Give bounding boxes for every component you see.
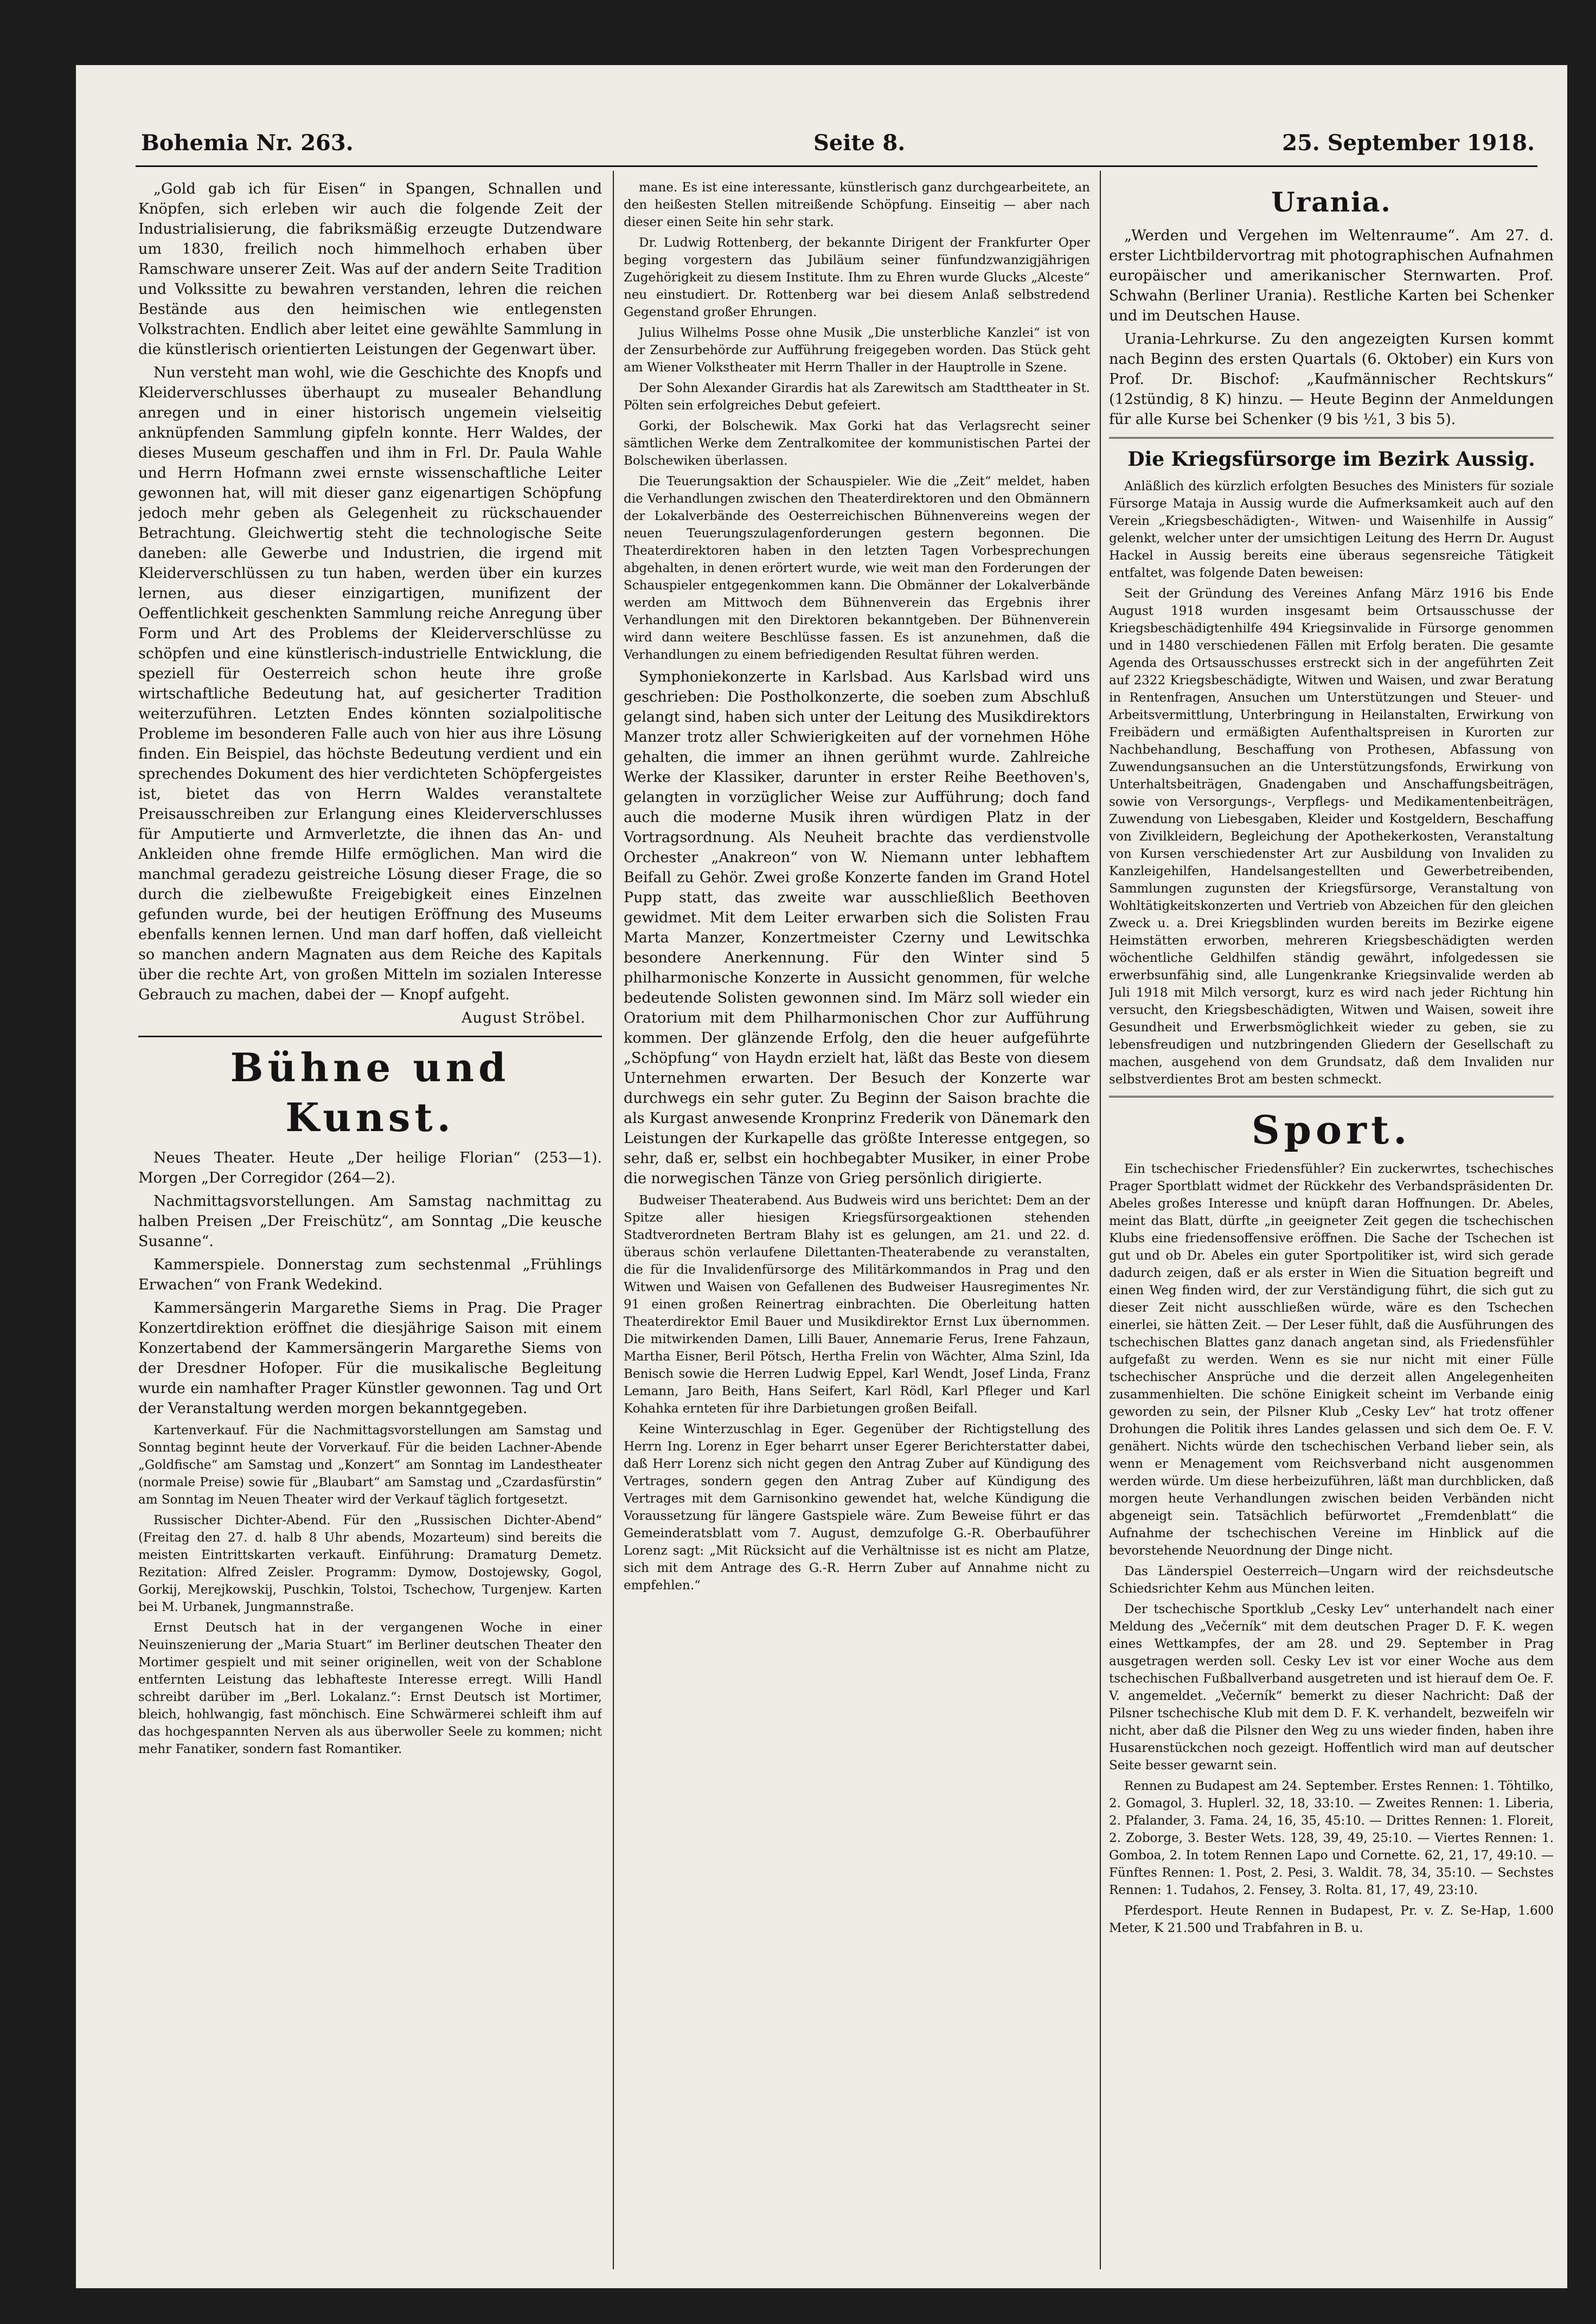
page-number: Seite 8.: [813, 130, 906, 156]
article-paragraph: Anläßlich des kürzlich erfolgten Besuches des Ministers für soziale Fürsorge Mataja in Aussig wurde die Aufmerksamkeit auch auf den Verein „Kriegsbeschädigten-, Witwen- und Waisenhilfe in Aussig“ gelenkt, welcher unter der umsichtigen Leitung des Herrn Dr. August Hackel in Aussig bereits eine überaus segensreiche Tätigkeit entfaltet, was folgende Daten beweisen:: [1109, 479, 1554, 580]
column-divider: [613, 171, 614, 2269]
news-item: „Werden und Vergehen im Weltenraume“. Am 27. d. erster Lichtbildervortrag mit photographischen Aufnahmen europäischer und amerikanischer Sternwarten. Prof. Schwahn (Berliner Urania). Restliche Karten bei Schenker und im Deutschen Hause.: [1109, 227, 1554, 324]
article-paragraph: Nun versteht man wohl, wie die Geschichte des Knopfs und Kleiderverschlusses überhaupt zu musealer Behandlung anregen und in einer historisch ungemein vielseitig anknüpfenden Sammlung gipfeln konnte. Herr Waldes, der dieses Museum geschaffen und ihm in Frl. Dr. Paula Wahle und Herrn Hofmann zwei ernste wissenschaftliche Leiter gewonnen hat, will mit dieser ganz eigenartigen Schöpfung jedoch mehr geben als Gelegenheit zu rückschauender Betrachtung. Gleichwertig steht die technologische Seite daneben: alle Gewerbe und Industrien, die irgend mit Kleiderverschlüssen zu tun haben, werden über ein kurzes lernen, aus dieser einzigartigen, munifizent der Oeffentlichkeit geschenkten Sammlung reiche Anregung über Form und Art des Problems der Kleiderverschlüsse zu schöpfen und eine künstlerisch-industrielle Entwicklung, die speziell für Oesterreich schon heute ihre große wirtschaftliche Bedeutung hat, auf gesicherter Tradition weiterzuführen. Letzten Endes könnten sozialpolitische Probleme im besonderen Falle auch von hier aus ihre Lösung finden. Ein Beispiel, das höchste Bedeutung verdient und ein sprechendes Dokument des hier verdichteten Schöpfergeistes ist, bietet das von Herrn Waldes veranstaltete Preisausschreiben zur Erlangung eines Kleiderverschlusses für Amputierte und Armverletzte, die ihnen das An- und Ankleiden ohne fremde Hilfe ermöglichen. Man wird die manchmal geradezu geistreiche Lösung dieser Frage, die so durch die zielbewußte Freigebigkeit eines Einzelnen gefunden wurde, bei der heutigen Eröffnung des Museums ebenfalls kennen lernen. Und man darf hoffen, daß vielleicht so manchen andern Magnaten aus dem Reiche des Kapitals über die rechte Art, von großen Mitteln im sozialen Interesse Gebrauch zu machen, dabei der — Knopf aufgeht.: [138, 364, 602, 1003]
author-signature: August Ströbel.: [462, 1010, 586, 1026]
news-item: Nachmittagsvorstellungen. Am Samstag nachmittag zu halben Preisen „Der Freischütz“, am Sonntag „Die keusche Susanne“.: [138, 1193, 602, 1250]
news-item: mane. Es ist eine interessante, künstlerisch ganz durchgearbeitete, an den heißesten Stellen mitreißende Schöpfung. Einseitig — aber nach dieser einen Seite hin sehr stark.: [624, 181, 1090, 229]
section-heading-urania: Urania.: [1271, 186, 1392, 218]
news-item: Pferdesport. Heute Rennen in Budapest, Pr. v. Z. Se-Hap, 1.600 Meter, K 21.500 und Trabfahren in B. u.: [1109, 1904, 1554, 1935]
column-2: [624, 179, 1090, 2261]
news-item: Rennen zu Budapest am 24. September. Erstes Rennen: 1. Töhtilko, 2. Gomagol, 3. Huplerl. 32, 18, 33:10. — Zweites Rennen: 1. Liberia, 2. Pfalander, 3. Fama. 24, 16, 35, 45:10. — Drittes Rennen: 1. Floreit, 2. Zoborge, 3. Bester Wets. 128, 39, 49, 25:10. — Viertes Rennen: 1. Gomboa, 2. In totem Rennen Lapo und Cornette. 62, 21, 17, 49:10. — Fünftes Rennen: 1. Post, 2. Pesi, 3. Waldit. 78, 34, 35:10. — Sechstes Rennen: 1. Tudahos, 2. Fensey, 3. Rolta. 81, 17, 49, 23:10.: [1109, 1779, 1554, 1897]
section-rule: [1109, 437, 1554, 441]
news-item: Dr. Ludwig Rottenberg, der bekannte Dirigent der Frankfurter Oper beging vorgestern das Jubiläum seiner fünfundzwanzigjährigen Zugehörigkeit zu diesem Institute. Ihm zu Ehren wurde Glucks „Alceste“ neu einstudiert. Dr. Rottenberg war bei diesem Anlaß selbstredend Gegenstand großer Ehrungen.: [624, 236, 1090, 319]
issue-number: Bohemia Nr. 263.: [141, 130, 354, 156]
news-item: Keine Winterzuschlag in Eger. Gegenüber der Richtigstellung des Herrn Ing. Lorenz in Eger beharrt unser Egerer Berichterstatter dabei, daß Herr Lorenz sich nicht gegen den Antrag Zuber auf Kündigung des Vertrages, sondern gegen den Antrag Zuber auf Kündigung des Vertrages mit dem Garnisonkino gewendet hat, welche Kündigung die Voraussetzung für längere Gastspiele wäre. Zum Beweise führt er das Gemeinderatsblatt vom 7. August, demzufolge G.-R. Oberbauführer Lorenz sagt: „Mit Rücksicht auf die Verhältnisse ist es nicht am Platze, sich mit dem Antrage des G.-R. Herrn Zuber auf Annahme nicht zu empfehlen.“: [624, 1422, 1090, 1593]
column-3: [1109, 179, 1554, 2261]
section-rule: [138, 1036, 602, 1037]
news-item: Ernst Deutsch hat in der vergangenen Woche in einer Neuinszenierung der „Maria Stuart“ im Berliner deutschen Theater den Mortimer gespielt und mit seiner originellen, weit von der Schablone entfernten Leistung das lebhafteste Interesse erregt. Willi Handl schreibt darüber im „Berl. Lokalanz.“: Ernst Deutsch ist Mortimer, bleich, hohlwangig, fast mönchisch. Eine Schwärmerei schleift ihm auf das hochgespannten Nerven als aus überwoller Seele zu kommen; nicht mehr Fanatiker, sondern fast Romantiker.: [138, 1621, 602, 1756]
section-rule: [1109, 1096, 1554, 1100]
newspaper-page: [76, 65, 1567, 2288]
news-item: Russischer Dichter-Abend. Für den „Russischen Dichter-Abend“ (Freitag den 27. d. halb 8 Uhr abends, Mozarteum) sind bereits die meisten Eintrittskarten verkauft. Einführung: Dramaturg Demetz. Rezitation: Alfred Zeisler. Programm: Dymow, Dostojewsky, Gogol, Gorkij, Merejkowskij, Puschkin, Tolstoi, Tschechow, Turgenjew. Karten bei M. Urbanek, Jungmannstraße.: [138, 1513, 602, 1614]
column-1: [138, 179, 602, 2261]
news-item: Neues Theater. Heute „Der heilige Florian“ (253—1). Morgen „Der Corregidor (264—2).: [138, 1150, 602, 1186]
news-item: Urania-Lehrkurse. Zu den angezeigten Kursen kommt nach Beginn des ersten Quartals (6. Oktober) ein Kurs von Prof. Dr. Bischof: „Kaufmännischer Rechtskurs“ (12stündig, 8 K) hinzu. — Heute Beginn der Anmeldungen für alle Kurse bei Schenker (9 bis ½1, 3 bis 5).: [1109, 331, 1554, 428]
news-item: Der Sohn Alexander Girardis hat als Zarewitsch am Stadttheater in St. Pölten sein erfolgreiches Debut gefeiert.: [624, 381, 1090, 413]
news-item: Kartenverkauf. Für die Nachmittagsvorstellungen am Samstag und Sonntag beginnt heute der Vorverkauf. Für die beiden Lachner-Abende „Goldfische“ am Samstag und „Konzert“ am Sonntag im Landestheater (normale Preise) sowie für „Blaubart“ am Samstag und „Czardasfürstin“ am Sonntag im Neuen Theater wird der Verkauf täglich fortgesetzt.: [138, 1423, 602, 1507]
news-item: Kammersängerin Margarethe Siems in Prag. Die Prager Konzertdirektion eröffnet die diesjährige Saison mit einem Konzertabend der Kammersängerin Margarethe Siems von der Dresdner Hofoper. Für die musikalische Begleitung wurde ein namhafter Prager Künstler gewonnen. Tag und Ort der Veranstaltung werden morgen bekanntgegeben.: [138, 1300, 602, 1417]
news-item: Julius Wilhelms Posse ohne Musik „Die unsterbliche Kanzlei“ ist von der Zensurbehörde zur Aufführung freigegeben worden. Das Stück geht am Wiener Volkstheater mit Herrn Thaller in der Hauptrolle in Szene.: [624, 326, 1090, 375]
news-item: Die Teuerungsaktion der Schauspieler. Wie die „Zeit“ meldet, haben die Verhandlungen zwischen den Theaterdirektoren und den Obmännern der Lokalverbände des Oesterreichischen Bühnenvereins wegen der neuen Teuerungszulagenforderungen gestern begonnen. Die Theaterdirektoren haben in den letzten Tagen Vorbesprechungen abgehalten, in denen erörtert wurde, wie weit man den Forderungen der Schauspieler entgegenkommen kann. Die Obmänner der Lokalverbände werden am Mittwoch dem Bühnenverein das Ergebnis ihrer Verhandlungen mit den Direktoren bekanntgeben. Der Bühnenverein wird dann weitere Beschlüsse fassen. Es ist anzunehmen, daß die Verhandlungen zu einem befriedigenden Resultat führen werden.: [624, 474, 1090, 662]
section-heading-sport: Sport.: [1251, 1107, 1412, 1153]
article-paragraph: „Gold gab ich für Eisen“ in Spangen, Schnallen und Knöpfen, sich erleben wir auch die folgende Zeit der Industrialisierung, die fabriksmäßig erzeugte Dutzendware um 1830, freilich noch himmelhoch erhaben über Ramschware unserer Zeit. Was auf der andern Seite Tradition und Volkssitte zu bewahren verstanden, lehren die reichen Bestände aus den heimischen wie entlegensten Volkstrachten. Endlich aber leitet eine gewählte Sammlung in die künstlerisch orientierten Leistungen der Gegenwart über.: [138, 181, 602, 358]
news-item: Gorki, der Bolschewik. Max Gorki hat das Verlagsrecht seiner sämtlichen Werke dem Zentralkomitee der kommunistischen Partei der Bolschewiken überlassen.: [624, 419, 1090, 468]
news-item: Der tschechische Sportklub „Cesky Lev“ unterhandelt nach einer Meldung des „Večerník“ mit dem deutschen Prager D. F. K. wegen eines Wettkampfes, der am 28. und 29. September in Prag ausgetragen werden soll. Cesky Lev ist vor einer Woche aus dem tschechischen Fußballverband ausgetreten und ist hierauf dem Oe. F. V. angemeldet. „Večerník“ bemerkt zu dieser Nachricht: Daß der Pilsner tschechische Klub mit dem D. F. K. verhandelt, bezweifeln wir nicht, aber daß die Pilsner den Weg zu uns wieder finden, haben ihre Husarenstückchen noch gezeigt. Hoffentlich wird man auf deutscher Seite besser gewarnt sein.: [1109, 1602, 1554, 1773]
news-item: Kammerspiele. Donnerstag zum sechstenmal „Frühlings Erwachen“ von Frank Wedekind.: [138, 1256, 602, 1293]
page-header: [141, 130, 1535, 168]
issue-date: 25. September 1918.: [1282, 130, 1535, 156]
header-rule: [136, 165, 1537, 167]
article-paragraph: Seit der Gründung des Vereines Anfang März 1916 bis Ende August 1918 wurden insgesamt beim Ortsausschusse der Kriegsbeschädigtenhilfe 494 Kriegsinvalide in Fürsorge genommen und in 1480 verschiedenen Fällen mit Erfolg beraten. Die gesamte Agenda des Ortsausschusses erstreckt sich in der angeführten Zeit auf 2322 Kriegsbeschädigte, Witwen und Waisen, und zwar Beratung in Rentenfragen, Ansuchen um Unterstützungen und Steuer- und Arbeitsvermittlung, Unterbringung in Heilanstalten, Erwirkung von Freibädern und ermäßigten Aufenthaltspreisen in Kurorten zur Nachbehandlung, Beschaffung von Prothesen, Abfassung von Zuwendungsansuchen an die Unterstützungsfonds, Erwirkung von Unterhaltsbeiträgen, Gnadengaben und Anschaffungsbeiträgen, sowie von Versorgungs-, Verpflegs- und Medikamentenbeiträgen, Zuwendung von Liebesgaben, Kleider und Kostgeldern, Beschaffung von Zivilkleidern, Begleichung der Apothekerkosten, Veranstaltung von Kursen verschiedenster Art zur Ausbildung von Invaliden zu Kanzleigehilfen, Handelsangestellten und Gewerbetreibenden, Sammlungen zugunsten der Kriegsfürsorge, Veranstaltung von Wohltätigkeitskonzerten und Vertrieb von Abzeichen für den gleichen Zweck u. a. Drei Kriegsblinden wurden bereits im Bezirke eigene Heimstätten erworben, mehreren Kriegsbeschädigten werden wöchentliche Geldhilfen ständig gewährt, infolgedessen sie erwerbsunfähig sind, alle Lungenkranke Kriegsinvalide werden ab Juli 1918 mit Milch versorgt, kurz es wird nach jeder Richtung hin versucht, den Kriegsbeschädigten, Witwen und Waisen, soweit ihre Gesundheit und Erwerbsmöglichkeit wieder zu geben, sie zu lebensfreudigen und nutzbringenden Gliedern der Gesellschaft zu machen, ausgehend von dem Grundsatz, daß dem Invaliden nur selbstverdientes Brot am besten schmeckt.: [1109, 587, 1554, 1087]
news-item: Das Länderspiel Oesterreich—Ungarn wird der reichsdeutsche Schiedsrichter Kehm aus München leiten.: [1109, 1564, 1554, 1596]
column-divider: [1100, 171, 1101, 2269]
news-item: Symphoniekonzerte in Karlsbad. Aus Karlsbad wird uns geschrieben: Die Postholkonzerte, die soeben zum Abschluß gelangt sind, haben sich unter der Leitung des Musikdirektors Manzer trotz aller Schwierigkeiten auf der vornehmen Höhe gehalten, die immer an ihnen gerühmt wurde. Zahlreiche Werke der Klassiker, darunter in erster Reihe Beethoven's, gelangten in vorzüglicher Weise zur Aufführung; doch fand auch die moderne Musik ihren würdigen Platz in der Vortragsordnung. Als Neuheit brachte das verdienstvolle Orchester „Anakreon“ von W. Niemann unter lebhaftem Beifall zu Gehör. Zwei große Konzerte fanden im Grand Hotel Pupp statt, das zweite war ausschließlich Beethoven gewidmet. Mit dem Leiter erwarben sich die Solisten Frau Marta Manzer, Konzertmeister Czerny und Lewitschka besondere Anerkennung. Für den Winter sind 5 philharmonische Konzerte in Aussicht genommen, für welche bedeutende Solisten gewonnen sind. Im März soll wieder ein Oratorium mit dem Philharmonischen Chor zur Aufführung kommen. Der glänzende Erfolg, den die heuer aufgeführte „Schöpfung“ von Haydn erzielt hat, läßt das Beste von diesem Unternehmen erwarten. Der Besuch der Konzerte war durchwegs ein sehr guter. Zu Beginn der Saison brachte die als Kurgast anwesende Kronprinz Frederik von Dänemark den Leistungen der Kurkapelle das größte Interesse entgegen, so sehr, daß er, selbst ein hochbegabter Musiker, in einer Probe die norwegischen Tänze von Grieg persönlich dirigierte.: [624, 669, 1090, 1187]
section-heading-buehne-und-kunst: Bühne und Kunst.: [230, 1044, 510, 1140]
news-item: Budweiser Theaterabend. Aus Budweis wird uns berichtet: Dem an der Spitze aller hiesigen Kriegsfürsorgeaktionen stehenden Stadtverordneten Bertram Blahy ist es gelungen, am 21. und 22. d. überaus schön verlaufene Dilettanten-Theaterabende zu veranstalten, die für die Invalidenfürsorge des Militärkommandos in Prag und den Witwen und Waisen von Gefallenen des Budweiser Hausregimentes Nr. 91 einen großen Reinertrag einbrachten. Die Oberleitung hatten Theaterdirektor Emil Bauer und Musikdirektor Ernst Lux übernommen. Die mitwirkenden Damen, Lilli Bauer, Annemarie Ferus, Irene Fahzaun, Martha Eisner, Beril Pötsch, Hertha Frelin von Wächter, Alma Szinl, Ida Benisch sowie die Herren Ludwig Eppel, Karl Wendt, Josef Linda, Franz Lemann, Jaro Beith, Hans Seifert, Karl Rödl, Karl Pfleger und Karl Kohahka ernteten für ihre Darbietungen großen Beifall.: [624, 1193, 1090, 1416]
section-heading-kriegsfuersorge: Die Kriegsfürsorge im Bezirk Aussig.: [1127, 448, 1535, 471]
news-item: Ein tschechischer Friedensfühler? Ein zuckerwrtes, tschechisches Prager Sportblatt widmet der Rückkehr des Verbandspräsidenten Dr. Abeles großes Interesse und knüpft daran Hoffnungen. Dr. Abeles, meint das Blatt, dürfte „in geeigneter Zeit gegen die tschechischen Klubs eine friedensoffensive eröffnen. Die Sache der Tschechen ist gut und ob Dr. Abeles ein guter Sportpolitiker ist, wird sich gerade dadurch zeigen, daß er als erster in Wien die Situation begreift und einen Weg finden wird, der zur Verständigung führt, die sich gut zu dieser Zeit nicht ausschließen würde, wäre es den Tschechen einerlei, sie hätten Zeit. — Der Leser fühlt, daß die Ausführungen des tschechischen Blattes ganz danach angetan sind, als Friedensfühler aufgefaßt zu werden. Wenn es sie nur nicht mit einer Fülle tschechischer Ansprüche und die derzeit allen Angelegenheiten zusammenhielten. Die schöne Einigkeit scheint im Verbande einig geworden zu sein, der Pilsner Klub „Cesky Lev“ hat trotz offener Drohungen die Politik ihres Landes gelassen und sich dem Oe. F. V. genähert. Nichts würde den tschechischen Verband lieber sein, als wenn er Menagement vom Reichsverband nicht ausgenommen werden würde. Um diese herbeizuführen, läßt man durchblicken, daß morgen heute Verhandlungen zwischen beiden Verbänden nicht abgeneigt sein. Tatsächlich befürwortet „Fremdenblatt“ die Aufnahme der tschechischen Vereine im Hinblick auf die bevorstehende Neuordnung der Dinge nicht.: [1109, 1162, 1554, 1558]
